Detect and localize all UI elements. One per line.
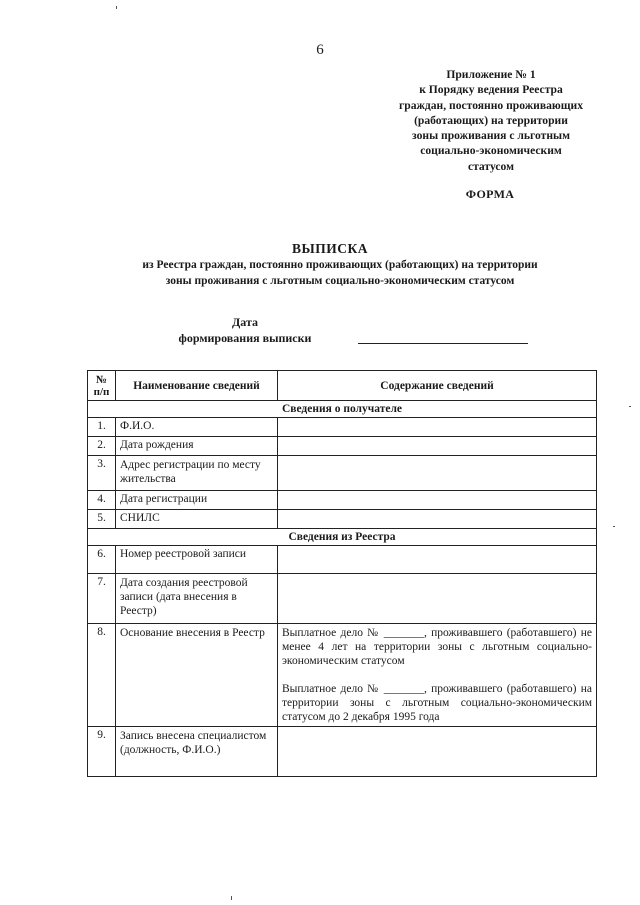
document-title: ВЫПИСКА	[291, 241, 369, 256]
appendix-line: зоны проживания с льготным	[412, 129, 570, 143]
table-row	[88, 727, 597, 777]
date-label-line: формирования выписки	[178, 330, 312, 345]
table-row	[88, 437, 597, 456]
form-label: ФОРМА	[465, 187, 515, 201]
header-content: Содержание сведений	[278, 371, 597, 401]
table-row	[88, 456, 597, 491]
section-title: Сведения о получателе	[88, 401, 597, 418]
appendix-line: социально-экономическим	[420, 144, 562, 158]
row-name: Номер реестровой записи	[116, 546, 278, 574]
row-content	[278, 491, 597, 510]
section-row-registry	[88, 529, 597, 546]
appendix-line: к Порядку ведения Реестра	[419, 83, 563, 97]
table-row	[88, 574, 597, 624]
extract-table	[87, 370, 597, 777]
paragraph-gap	[282, 668, 592, 682]
header-name: Наименование сведений	[116, 371, 278, 401]
date-blank-field	[358, 343, 528, 344]
page-number: 6	[316, 42, 324, 58]
row-name: СНИЛС	[116, 510, 278, 529]
row-name: Основание внесения в Реестр	[116, 624, 278, 727]
scan-mark	[613, 526, 615, 527]
row-num: 2.	[88, 437, 116, 456]
section-title: Сведения из Реестра	[88, 529, 597, 546]
table-row	[88, 491, 597, 510]
subtitle-line: зоны проживания с льготным социально-экономическим статусом	[165, 274, 515, 287]
table-row	[88, 418, 597, 437]
scan-mark	[116, 6, 117, 9]
row-content	[278, 437, 597, 456]
row-name: Запись внесена специалистом (должность, Ф.И.О.)	[116, 727, 278, 777]
row-num: 1.	[88, 418, 116, 437]
row-content	[278, 510, 597, 529]
row-content	[278, 574, 597, 624]
date-label-line: Дата	[232, 315, 258, 329]
document-subtitle	[110, 258, 570, 289]
row-num: 3.	[88, 456, 116, 491]
row-name: Ф.И.О.	[116, 418, 278, 437]
row-content	[278, 546, 597, 574]
scan-mark	[231, 896, 232, 900]
table-row	[88, 510, 597, 529]
row-num: 7.	[88, 574, 116, 624]
basis-paragraph-1: Выплатное дело № _______, проживавшего (работавшего) не менее 4 лет на территории зоны с льготным социально-экономическим статусом	[282, 627, 592, 667]
row-num: 6.	[88, 546, 116, 574]
table-row	[88, 546, 597, 574]
scan-mark	[629, 406, 631, 407]
appendix-line: (работающих) на территории	[414, 113, 568, 127]
row-num: 8.	[88, 624, 116, 727]
table-header-row	[88, 371, 597, 401]
date-label	[160, 315, 330, 346]
row-num: 5.	[88, 510, 116, 529]
table-row	[88, 624, 597, 727]
row-content	[278, 456, 597, 491]
subtitle-line: из Реестра граждан, постоянно проживающих (работающих) на территории	[142, 259, 538, 271]
row-content	[278, 624, 597, 727]
row-num: 4.	[88, 491, 116, 510]
appendix-line: Приложение № 1	[446, 68, 536, 81]
row-name: Адрес регистрации по месту жительства	[116, 456, 278, 491]
row-name: Дата рождения	[116, 437, 278, 456]
row-content	[278, 418, 597, 437]
appendix-header	[380, 67, 602, 174]
appendix-line: граждан, постоянно проживающих	[398, 98, 584, 112]
row-name: Дата регистрации	[116, 491, 278, 510]
row-num: 9.	[88, 727, 116, 777]
row-content	[278, 727, 597, 777]
basis-paragraph-2: Выплатное дело № _______, проживавшего (работавшего) на территории зоны с льготным социально-экономическим статусом до 2 декабря 1995 года	[282, 683, 592, 723]
header-num: № п/п	[88, 371, 116, 401]
row-name: Дата создания реестровой записи (дата внесения в Реестр)	[116, 574, 278, 624]
appendix-line: статусом	[467, 159, 515, 173]
section-row-recipient	[88, 401, 597, 418]
